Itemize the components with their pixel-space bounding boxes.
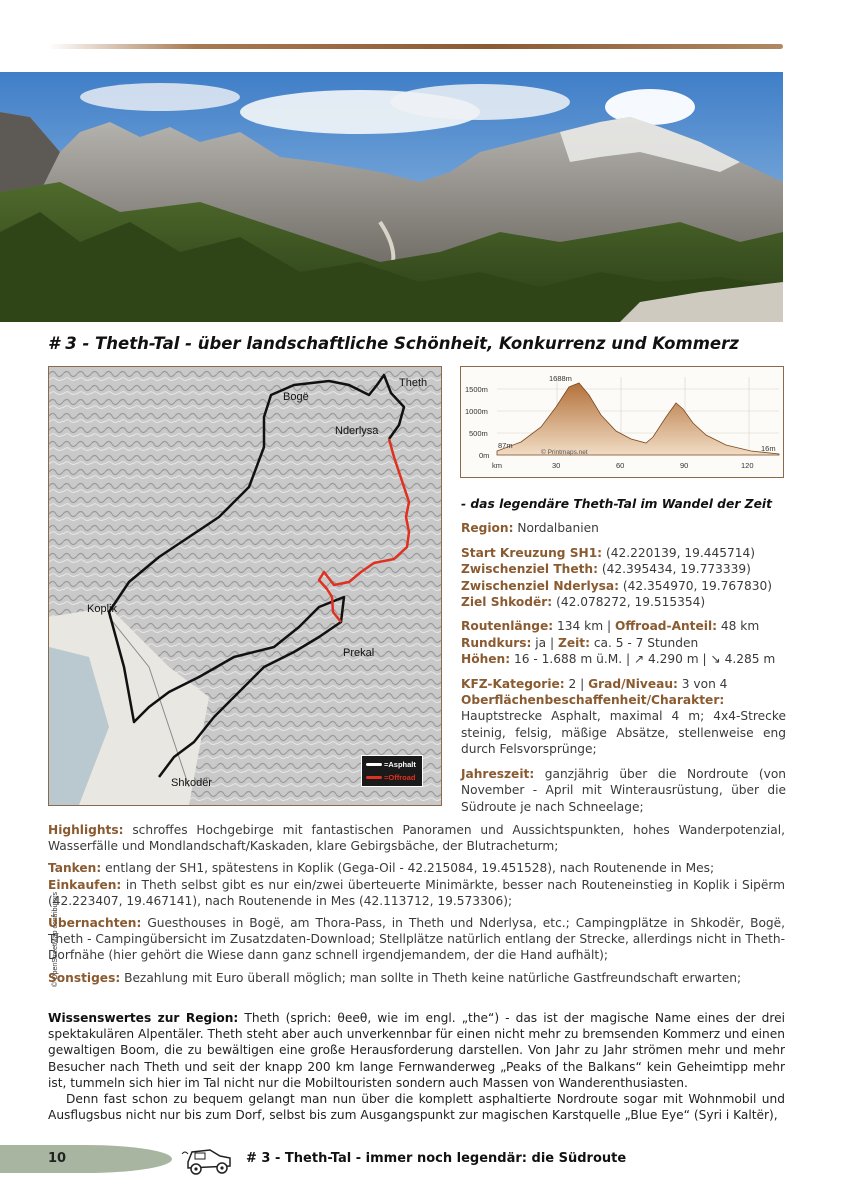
season-info <box>461 766 786 815</box>
start-label: Start Kreuzung SH1: <box>461 545 603 560</box>
height-value: 16 - 1.688 m ü.M. | ↗ 4.290 m | ↘ 4.285 m <box>513 652 776 667</box>
shopping <box>48 877 785 909</box>
profile-credit: © Printmaps.net <box>541 449 588 456</box>
length-label: Routenlänge: <box>461 619 554 634</box>
waypoints <box>461 545 786 611</box>
legend-asphalt <box>366 758 418 771</box>
y-tick-1000: 1000m <box>465 407 488 416</box>
map-label-nderlysa: Nderlysa <box>335 425 379 437</box>
offroad-car-icon <box>180 1142 236 1180</box>
map-label-theth: Theth <box>399 377 428 389</box>
vehicle-info <box>461 676 786 758</box>
elevation-profile <box>460 366 784 478</box>
page-number: 10 <box>48 1151 67 1166</box>
season-label: Jahreszeit: <box>461 766 535 781</box>
length-value: 134 km | <box>557 619 612 634</box>
map-legend <box>361 755 423 787</box>
article-body <box>48 1010 785 1123</box>
region-value: Nordalbanien <box>517 521 599 536</box>
body-paragraph-2: Denn fast schon zu bequem gelangt man nun über die komplett asphaltierte Nordroute sogar mit Wohnmobil und Ausflugsbus nicht nur bis zum Dorf, selbst bis zum Ausgangspunkt zur magischen Karstquelle „Blue Eye“ (Syri i Kaltër), <box>48 1092 785 1123</box>
footer-chapter-title: # 3 - Theth-Tal - immer noch legendär: die Südroute <box>246 1151 627 1166</box>
peak-label: 1688m <box>549 374 572 383</box>
other-value: Bezahlung mit Euro überall möglich; man sollte in Theth keine natürliche Gastfreundschaft erwarten; <box>124 970 742 985</box>
via2-value: (42.354970, 19.767830) <box>622 578 772 593</box>
x-tick-60: 60 <box>616 461 625 470</box>
offroad-label: Offroad-Anteil: <box>614 619 718 634</box>
map-label-boge: Bogë <box>283 391 309 403</box>
stay-label: Übernachten: <box>48 916 142 931</box>
fuel <box>48 860 785 876</box>
map-credit: © OpenStreetMap contributors <box>52 891 59 987</box>
highlights-value: schroffes Hochgebirge mit fantastischen Panoramen und Aussichtspunkten, hohes Wanderpotenzial, Wasserfälle und Mondlandschaft/Kaskaden, klare Gebirgsbäche, der Blutracheturm; <box>48 823 785 854</box>
kfz-value: 2 | <box>568 676 585 691</box>
height-label: Höhen: <box>461 652 511 667</box>
surface-label: Oberflächenbeschaffenheit/Charakter: <box>461 693 725 708</box>
fuel-label: Tanken: <box>48 861 102 876</box>
map-label-shkoder: Shkodër <box>171 777 212 789</box>
goal-label: Ziel Shkodër: <box>461 595 553 610</box>
body-intro-label: Wissenswertes zur Region: <box>48 1011 239 1025</box>
travel-info <box>48 822 785 992</box>
stay-value: Guesthouses in Bogë, am Thora-Pass, in Theth und Nderlysa, etc.; Campingplätze in Shkodër, Bogë, Theth - Campingübersicht im Zusatzdaten-Download; Stellplätze natürlich entlang der Strecke, allerdings nicht in Theth-Dorfnähe (hier gehört die Wiese dann ganz schnell irgendjemandem, der die Hand aufhält); <box>48 916 786 963</box>
x-tick-90: 90 <box>680 461 689 470</box>
route-subtitle: - das legendäre Theth-Tal im Wandel der Zeit <box>461 497 773 511</box>
highlights-label: Highlights: <box>48 823 124 837</box>
page-title: # 3 - Theth-Tal - über landschaftliche Schönheit, Konkurrenz und Kommerz <box>48 334 739 353</box>
route-stats <box>461 618 786 667</box>
hero-photo-mountains <box>0 72 783 322</box>
legend-label-offroad: =Offroad <box>384 773 416 782</box>
surface-value: Hauptstrecke Asphalt, maximal 4 m; 4x4-Strecke steinig, felsig, mäßige Absätze, stellenweise eng durch Felsvorsprünge; <box>461 709 786 757</box>
start-value: (42.220139, 19.445714) <box>605 545 756 560</box>
via2-label: Zwischenziel Nderlysa: <box>461 578 620 593</box>
season-value: ganzjährig über die Nordroute (von November - April mit Winterausrüstung, über die Südroute je nach Schneelage; <box>461 766 787 814</box>
via1-label: Zwischenziel Theth: <box>461 562 598 577</box>
grade-label: Grad/Niveau: <box>588 676 678 691</box>
body-paragraph-1 <box>48 1010 785 1091</box>
start-elevation-label: 87m <box>498 441 513 450</box>
offroad-value: 48 km <box>720 619 760 634</box>
time-label: Zeit: <box>557 635 590 650</box>
map-label-koplik: Koplik <box>87 603 117 615</box>
overnight <box>48 915 785 964</box>
footer-page-tab <box>0 1145 172 1173</box>
y-tick-1500: 1500m <box>465 385 488 394</box>
other <box>48 970 785 986</box>
x-tick-30: 30 <box>552 461 561 470</box>
x-tick-120: 120 <box>741 461 754 470</box>
map-label-prekal: Prekal <box>343 647 375 659</box>
x-axis-label: km <box>492 461 502 470</box>
round-value: ja | <box>535 635 555 650</box>
goal-value: (42.078272, 19.515354) <box>556 595 706 610</box>
grade-value: 3 von 4 <box>681 676 728 691</box>
legend-swatch-offroad <box>366 776 382 779</box>
elevation-area <box>497 383 779 455</box>
kfz-label: KFZ-Kategorie: <box>461 676 565 691</box>
region-line <box>461 520 786 536</box>
shop-value: in Theth selbst gibt es nur ein/zwei überteuerte Minimärkte, besser nach Routeneinstieg in Koplik i Sipërm (42.223407, 19.467141), nach Routenende in Mes (42.113712, 19.573306); <box>48 877 785 908</box>
highlights <box>48 822 785 854</box>
y-tick-500: 500m <box>469 429 488 438</box>
round-label: Rundkurs: <box>461 635 532 650</box>
top-decorative-rule <box>48 44 783 49</box>
body-paragraph-1-text: Theth (sprich: θeeθ, wie im engl. „the“) - das ist der magische Name eines der drei spektakulären Alpentäler. Theth steht aber auch unverkennbar für einen nicht mehr zu bremsenden Kommerz und einen gewaltigen Boom, die zu bewältigen eine große Herausforderung darstellen. Von Jahr zu Jahr strömen mehr und mehr Besucher nach Theth und seit der knapp 200 km lange Fernwanderweg „Peaks of the Balkans“ kein Geheimtipp mehr ist, tummeln sich hier im Tal nicht nur die Mobiltouristen sondern auch Massen von Wanderenthusiasten. <box>48 1011 786 1090</box>
end-elevation-label: 16m <box>761 444 776 453</box>
shop-label: Einkaufen: <box>48 877 122 892</box>
region-label: Region: <box>461 521 514 536</box>
legend-label-asphalt: =Asphalt <box>384 760 416 769</box>
legend-offroad <box>366 771 418 784</box>
via1-value: (42.395434, 19.773339) <box>601 562 751 577</box>
y-tick-0: 0m <box>479 451 490 460</box>
legend-swatch-asphalt <box>366 763 382 766</box>
fuel-value: entlang der SH1, spätestens in Koplik (Gega-Oil - 42.215084, 19.451528), nach Routenende in Mes; <box>105 861 715 876</box>
route-facts <box>461 496 786 823</box>
other-label: Sonstiges: <box>48 970 121 985</box>
time-value: ca. 5 - 7 Stunden <box>593 635 699 650</box>
